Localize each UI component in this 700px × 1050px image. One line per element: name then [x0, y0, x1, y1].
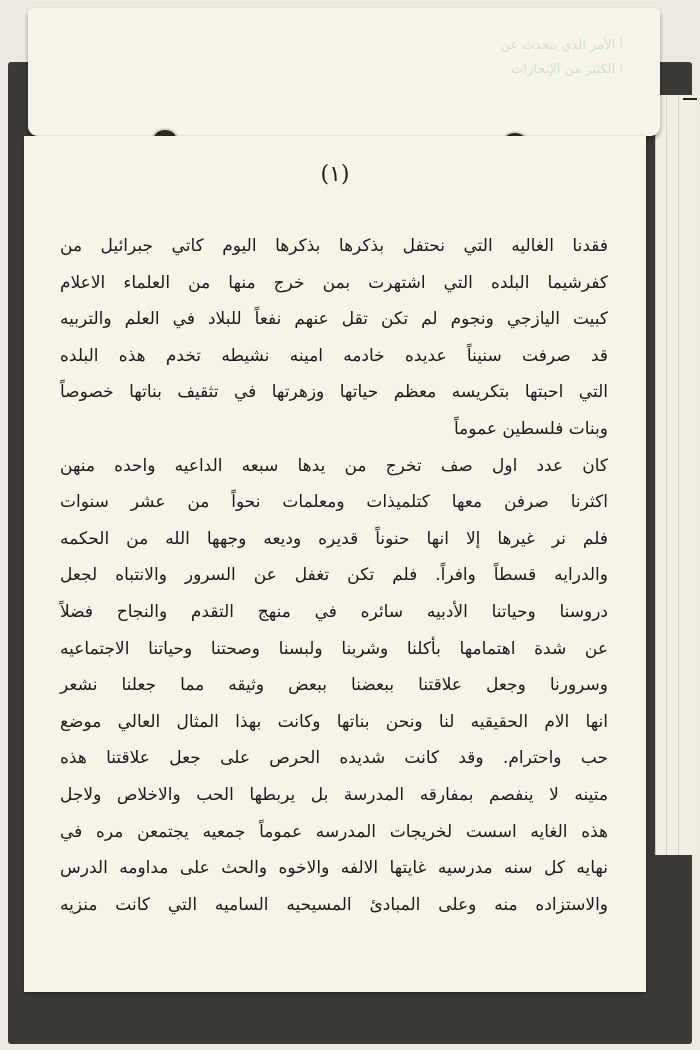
text-line: هذه الغايه اسست لخريجات المدرسه عموماً جمعيه يجتمعن مره في	[60, 821, 608, 842]
text-line: نهايه كل سنه مدرسيه غايتها الالفه والاخوه والحث على مداومه الدرس	[60, 858, 608, 879]
text-line: والاستزاده منه وعلى المبادئ المسيحيه الساميه التي كانت منزيه	[60, 894, 608, 915]
text-line: فلم نر غيرها إلا انها حنوناً قديره وديعه وجهها الله من الحكمه	[60, 528, 608, 549]
text-line: كان عدد اول صف تخرج من يدها سبعه الداعيه واحده منهن	[60, 455, 608, 476]
page-number: (١)	[320, 162, 350, 187]
manuscript-page	[24, 136, 646, 992]
text-line: كبيت اليازجي ونجوم لم تكن تقل عنهم نفعاً للبلاد في العلم والتربيه	[60, 309, 608, 330]
handwritten-text-block	[60, 228, 608, 923]
bleed-line: ا الكثير من الإنجازات	[511, 62, 623, 77]
stacked-pages-edge	[655, 95, 696, 855]
text-line: دروسنا وحياتنا الأدبيه سائره في منهج التقدم والنجاح فضلاً	[60, 601, 608, 622]
text-line: كفرشيما البلده التي اشتهرت بمن خرج منها من العلماء الاعلام	[60, 272, 608, 293]
text-line: فقدنا الغاليه التي نحتفل بذكرها بذكرها اليوم كاتي جبرائيل من	[60, 236, 608, 256]
bleed-through-text	[373, 34, 623, 82]
binder-pin	[683, 98, 697, 100]
text-line: التي احبتها بتكريسه معظم حياتها وزهرتها في تثقيف بناتها خصوصاً	[60, 382, 608, 403]
text-line: حب واحترام. وقد كانت شديده الحرص على جعل علاقتنا هذه	[60, 748, 608, 769]
text-line: وبنات فلسطين عموماً	[453, 418, 608, 439]
text-line: انها الام الحقيقيه لنا ونحن بناتها وكانت بهذا المثال العالي موضع	[60, 711, 608, 732]
previous-page-fold	[28, 8, 660, 136]
text-line: متينه لا ينفصم بمفارقه المدرسة بل يربطها الحب والاخلاص ولاجل	[60, 784, 608, 805]
text-line: اكثرنا صرفن معها كتلميذات ومعلمات نحواً من عشر سنوات	[60, 492, 608, 513]
text-line: قد صرفت سنيناً عديده خادمه امينه نشيطه تخدم هذه البلده	[60, 345, 608, 366]
text-line: والدرايه قسطاً وافراً. فلم تكن تغفل عن السرور والانتباه لجعل	[60, 565, 608, 586]
text-line: وسرورنا وجعل علاقتنا ببعضنا ببعض وثيقه مما جعلنا نشعر	[60, 675, 608, 696]
bleed-line: أ الأمر الذي يتحدث عن	[500, 38, 623, 53]
text-line: عن شدة اهتمامها بأكلنا وشربنا ولبسنا وصحتنا وحياتنا الاجتماعيه	[60, 638, 608, 659]
